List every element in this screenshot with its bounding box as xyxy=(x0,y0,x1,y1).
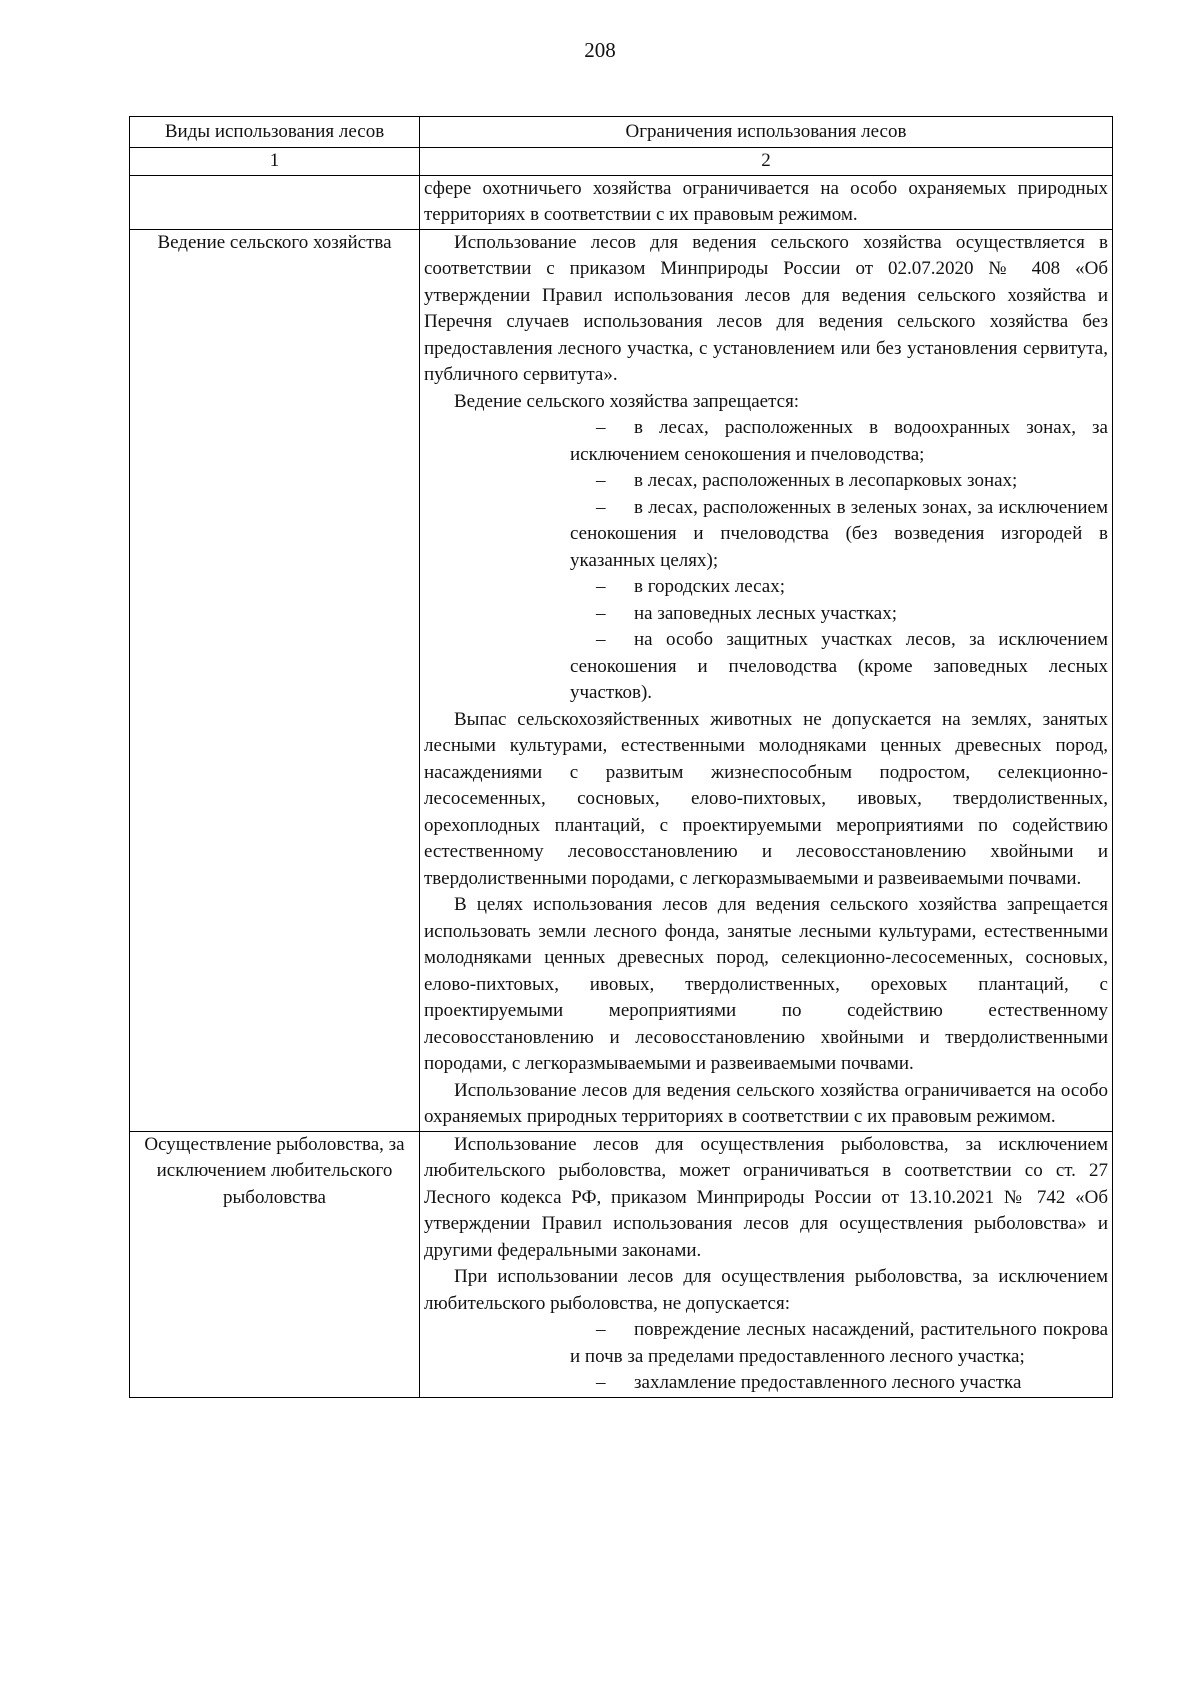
header-forest-use-restrictions: Ограничения использования лесов xyxy=(420,117,1113,148)
list-item xyxy=(570,468,1108,495)
list-item-text: в лесах, расположенных в лесопарковых зонах; xyxy=(634,470,1018,491)
list-item-text: в лесах, расположенных в зеленых зонах, за исключением сенокошения и пчеловодства (без возведения изгородей в указанных целях); xyxy=(570,496,1108,571)
list-dash-icon: – xyxy=(596,576,606,597)
list-item-text: в городских лесах; xyxy=(634,576,786,597)
paragraph: сфере охотничьего хозяйства ограничивается на особо охраняемых природных территориях в соответствии с их правовым режимом. xyxy=(424,177,1108,225)
paragraph: В целях использования лесов для ведения сельского хозяйства запрещается использовать земли лесного фонда, занятые лесными культурами, естественными молодняками ценных древесных пород, селекционно-лесосеменных, сосновых, елово-пихтовых, ивовых, твердолиственных, ореховых плантаций, с проектируемыми мероприятиями по содействию естественному лесовосстановлению и лесовосстановлению хвойными и твердолиственными породами, с легкоразмываемыми и развеиваемыми почвами. xyxy=(424,894,1108,1074)
list-item xyxy=(570,1370,1108,1397)
list-item-text: на заповедных лесных участках; xyxy=(634,602,897,624)
list-dash-icon: – xyxy=(596,1372,606,1393)
forest-use-type-cell: Ведение сельского хозяйства xyxy=(130,229,420,1131)
restrictions-cell xyxy=(420,175,1113,229)
restrictions-cell xyxy=(420,229,1113,1131)
table-row xyxy=(130,229,1113,1131)
forest-use-type-cell: Осуществление рыболовства, за исключением любительского рыболовства xyxy=(130,1131,420,1397)
list-item-text: повреждение лесных насаждений, растительного покрова и почв за пределами предоставленного лесного участка; xyxy=(570,1319,1108,1367)
list-item xyxy=(570,601,1108,628)
restrictions-cell xyxy=(420,1131,1113,1397)
paragraph: Использование лесов для ведения сельского хозяйства ограничивается на особо охраняемых природных территориях в соответствии с их правовым режимом. xyxy=(424,1079,1108,1127)
list-item-text: захламление предоставленного лесного участка xyxy=(634,1372,1022,1393)
list-dash-icon: – xyxy=(596,496,606,518)
forest-use-type-cell xyxy=(130,175,420,229)
table-row xyxy=(130,175,1113,229)
paragraph: Использование лесов для осуществления рыболовства, за исключением любительского рыболовства, может ограничиваться в соответствии со ст. 27 Лесного кодекса РФ, приказом Минприроды России от 13.10.2021 № 742 «Об утверждении Правил использования лесов для осуществления рыболовства» и другими федеральными законами. xyxy=(424,1133,1108,1261)
paragraph: Использование лесов для ведения сельского хозяйства осуществляется в соответствии с приказом Минприроды России от 02.07.2020 № 408 «Об утверждении Правил использования лесов для ведения сельского хозяйства и Перечня случаев использования лесов для ведения сельского хозяйства без предоставления лесного участка, с установлением или без установления сервитута, публичного сервитута». xyxy=(424,231,1108,385)
list-item xyxy=(570,1317,1108,1370)
list-item xyxy=(570,495,1108,575)
list-item-text: на особо защитных участках лесов, за исключением сенокошения и пчеловодства (кроме заповедных лесных участков). xyxy=(570,629,1108,703)
list-dash-icon: – xyxy=(596,470,606,491)
paragraph: Ведение сельского хозяйства запрещается: xyxy=(454,390,800,412)
column-number-1: 1 xyxy=(130,148,420,176)
table-row xyxy=(130,1131,1113,1397)
list-item-text: в лесах, расположенных в водоохранных зонах, за исключением сенокошения и пчеловодства; xyxy=(570,417,1108,465)
column-number-row xyxy=(130,148,1113,176)
list-item xyxy=(570,574,1108,601)
column-number-2: 2 xyxy=(420,148,1113,176)
forest-use-restrictions-table xyxy=(129,116,1113,1398)
list-item xyxy=(570,627,1108,707)
page-number: 208 xyxy=(584,38,616,62)
paragraph: При использовании лесов для осуществления рыболовства, за исключением любительского рыболовства, не допускается: xyxy=(424,1266,1108,1314)
list-dash-icon: – xyxy=(596,417,606,438)
header-forest-use-types: Виды использования лесов xyxy=(130,117,420,148)
header-row xyxy=(130,117,1113,148)
list-dash-icon: – xyxy=(596,1319,606,1340)
list-dash-icon: – xyxy=(596,602,606,624)
list-item xyxy=(570,415,1108,468)
paragraph: Выпас сельскохозяйственных животных не допускается на землях, занятых лесными культурами, естественными молодняками ценных древесных пород, насаждениями с развитым жизнеспособным подростом, селекционно-лесосеменных, сосновых, елово-пихтовых, ивовых, твердолиственных, орехоплодных плантаций, с проектируемыми мероприятиями по содействию естественному лесовосстановлению и лесовосстановлению хвойными и твердолиственными породами, с легкоразмываемыми и развеиваемыми почвами. xyxy=(424,708,1108,889)
list-dash-icon: – xyxy=(596,629,606,650)
